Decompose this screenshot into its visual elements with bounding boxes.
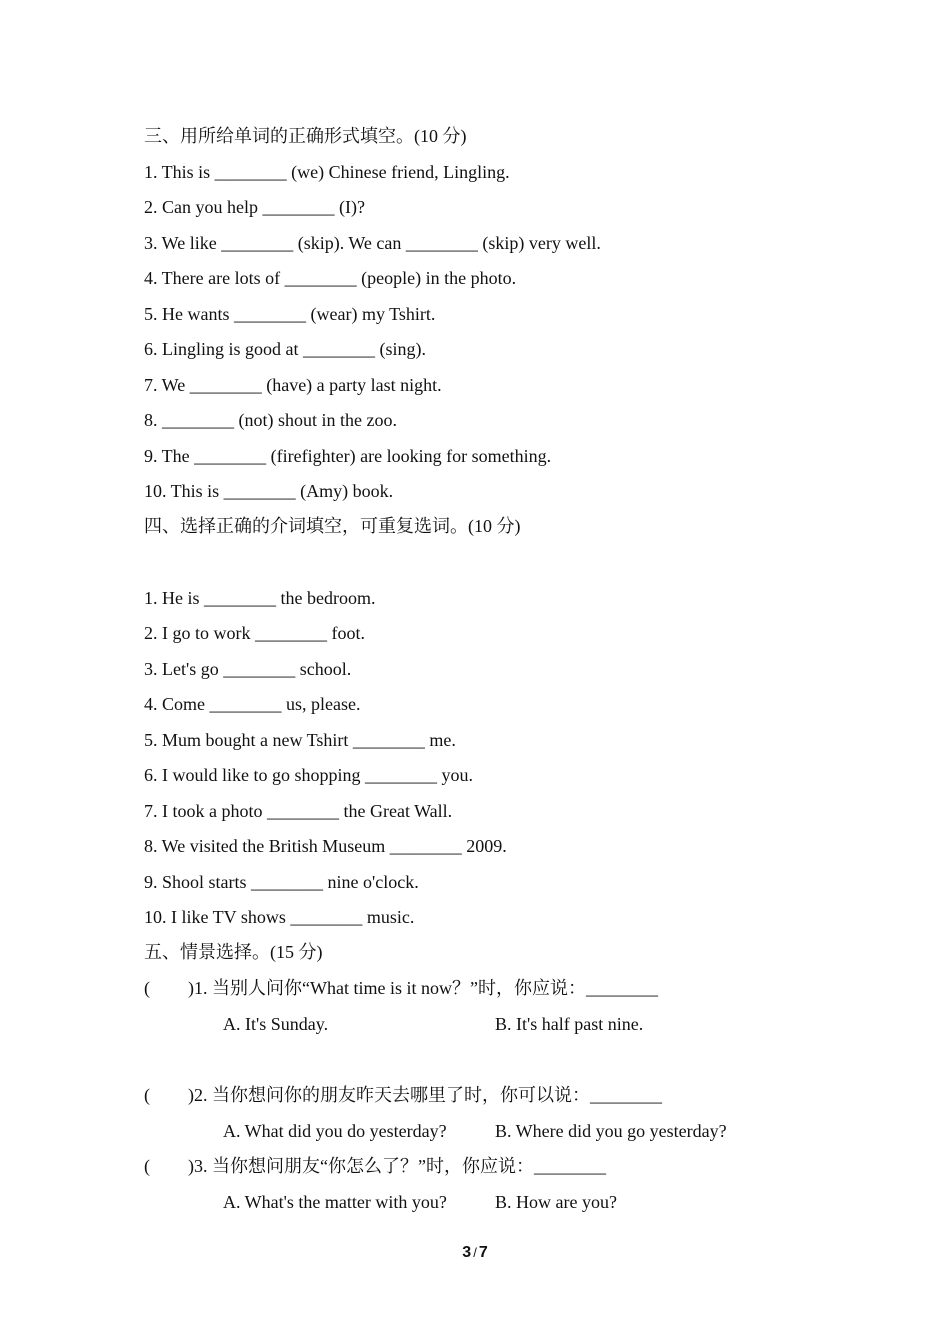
s4-item-8: 8. We visited the British Museum ________ 2009. <box>144 836 507 856</box>
s5-q1-answer-paren: ( <box>144 978 150 998</box>
s3-item-1: 1. This is ________ (we) Chinese friend, Lingling. <box>144 162 510 182</box>
s5-q2-answer-paren: ( <box>144 1085 150 1105</box>
s5-q3-option-b: B. How are you? <box>495 1192 617 1212</box>
s3-item-4: 4. There are lots of ________ (people) in the photo. <box>144 268 517 288</box>
section-5-heading: 五、情景选择。(15 分) <box>144 942 323 962</box>
page-total: 7 <box>478 1244 488 1261</box>
s3-item-7: 7. We ________ (have) a party last night. <box>144 375 442 395</box>
s5-q2-text: )2. 当你想问你的朋友昨天去哪里了时，你可以说：________ <box>188 1085 662 1105</box>
page-separator: / <box>473 1245 477 1260</box>
s4-item-7: 7. I took a photo ________ the Great Wall. <box>144 801 453 821</box>
s3-item-6: 6. Lingling is good at ________ (sing). <box>144 339 426 359</box>
s4-item-4: 4. Come ________ us, please. <box>144 694 361 714</box>
s5-q2-option-a: A. What did you do yesterday? <box>223 1121 447 1141</box>
s4-item-1: 1. He is ________ the bedroom. <box>144 588 376 608</box>
s4-item-10: 10. I like TV shows ________ music. <box>144 907 415 927</box>
s3-item-2: 2. Can you help ________ (I)? <box>144 197 365 217</box>
s5-q1-option-b: B. It's half past nine. <box>495 1014 644 1034</box>
s4-item-3: 3. Let's go ________ school. <box>144 659 352 679</box>
page-current: 3 <box>462 1244 472 1261</box>
s5-q3-text: )3. 当你想问朋友“你怎么了？”时，你应说：________ <box>188 1156 606 1176</box>
s3-item-9: 9. The ________ (firefighter) are looking for something. <box>144 446 552 466</box>
section-4-heading: 四、选择正确的介词填空，可重复选词。(10 分) <box>144 516 521 536</box>
s4-item-2: 2. I go to work ________ foot. <box>144 623 365 643</box>
s3-item-8: 8. ________ (not) shout in the zoo. <box>144 410 397 430</box>
s4-item-6: 6. I would like to go shopping ________ you. <box>144 765 473 785</box>
s3-item-3: 3. We like ________ (skip). We can ________ (skip) very well. <box>144 233 601 253</box>
s5-q3-answer-paren: ( <box>144 1156 150 1176</box>
s4-item-9: 9. Shool starts ________ nine o'clock. <box>144 872 419 892</box>
s5-q1-text: )1. 当别人问你“What time is it now？”时，你应说：________ <box>188 978 658 998</box>
page-number <box>0 1241 950 1265</box>
s5-q3-option-a: A. What's the matter with you? <box>223 1192 447 1212</box>
section-3-heading: 三、用所给单词的正确形式填空。(10 分) <box>144 126 467 146</box>
s4-item-5: 5. Mum bought a new Tshirt ________ me. <box>144 730 456 750</box>
s3-item-5: 5. He wants ________ (wear) my Tshirt. <box>144 304 436 324</box>
s5-q1-option-a: A. It's Sunday. <box>223 1014 329 1034</box>
s3-item-10: 10. This is ________ (Amy) book. <box>144 481 394 501</box>
s5-q2-option-b: B. Where did you go yesterday? <box>495 1121 727 1141</box>
